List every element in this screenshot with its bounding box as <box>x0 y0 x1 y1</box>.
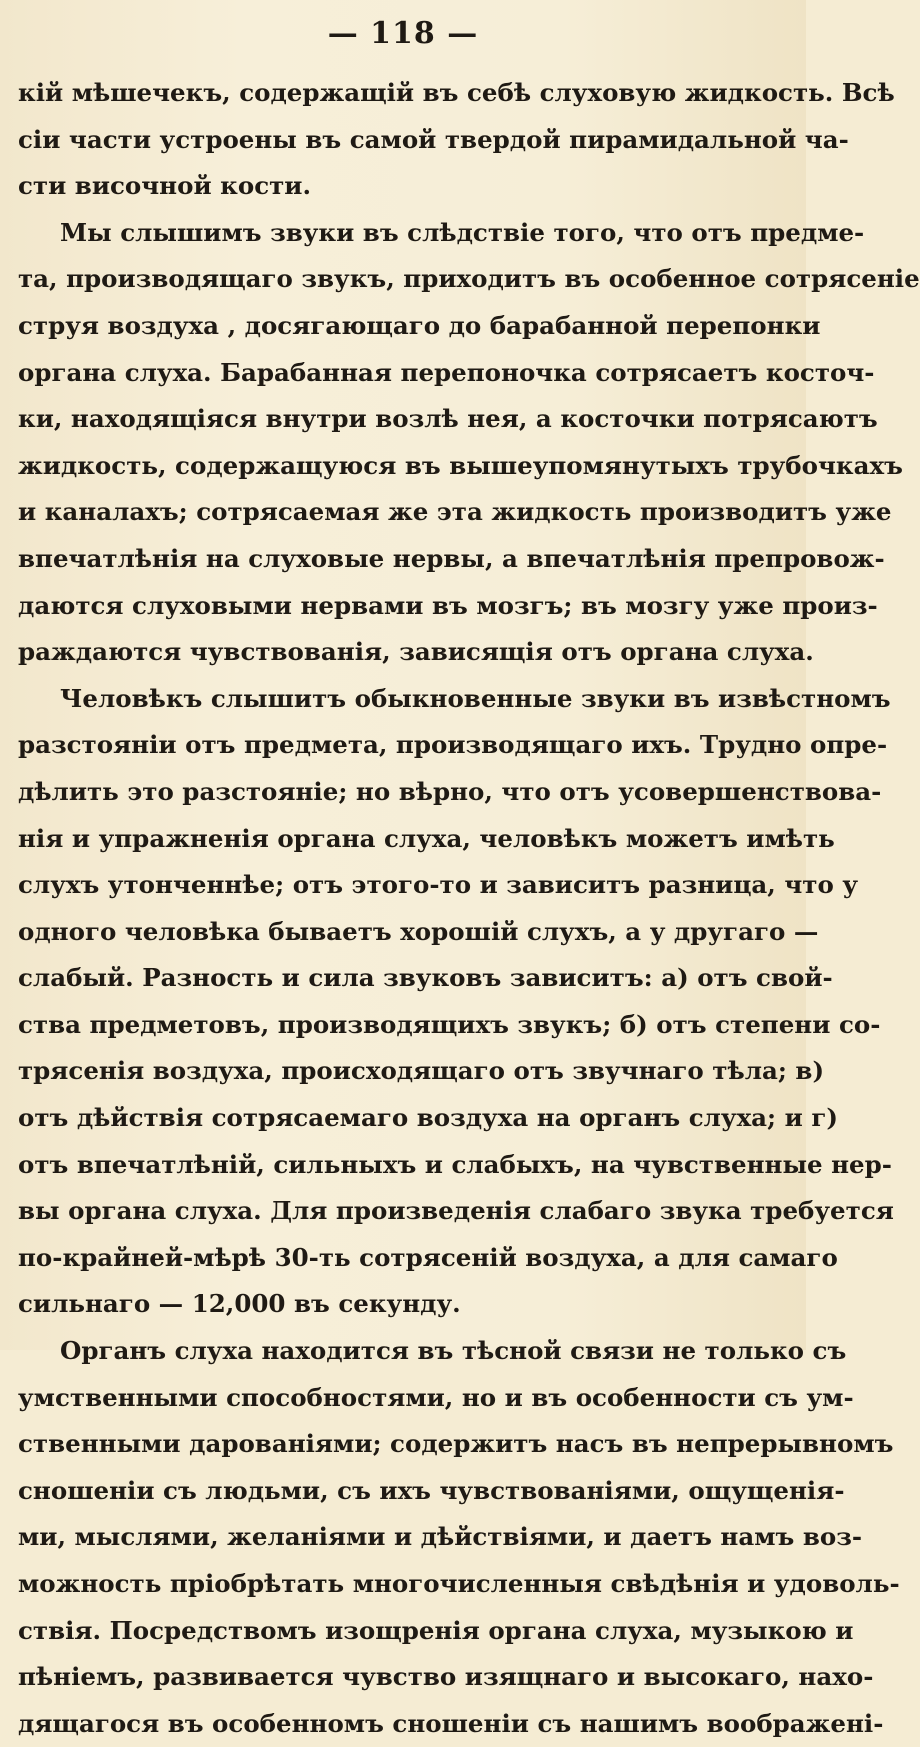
text-line: ми, мыслями, желаніями и дѣйствіями, и даетъ намъ воз- <box>18 1522 863 1552</box>
text-line: одного человѣка бываетъ хорошій слухъ, а у другаго — <box>18 916 819 946</box>
text-line: вы органа слуха. Для произведенія слабаго звука требуется <box>18 1196 894 1226</box>
text-line: слухъ утонченнѣе; отъ этого-то и зависитъ разница, что у <box>18 870 859 900</box>
text-line: сіи части устроены въ самой твердой пирамидальной ча- <box>18 124 849 154</box>
text-line: ки, находящіяся внутри возлѣ нея, а косточки потрясаютъ <box>18 404 878 434</box>
text-line: даются слуховыми нервами въ мозгъ; въ мозгу уже произ- <box>18 590 878 620</box>
text-line: умственными способностями, но и въ особенности съ ум- <box>18 1382 854 1412</box>
text-line: можность пріобрѣтать многочисленныя свѣдѣнія и удоволь- <box>18 1569 900 1598</box>
text-line: слабый. Разность и сила звуковъ зависитъ: а) отъ свой- <box>18 963 833 993</box>
text-line: струя воздуха , досягающаго до барабанной перепонки <box>18 310 821 340</box>
text-line: жидкость, содержащуюся въ вышеупомянутыхъ трубочкахъ <box>18 450 903 480</box>
text-line: впечатлѣнія на слуховые нервы, а впечатлѣнія препровож- <box>18 543 885 573</box>
text-line: дѣлить это разстояніе; но вѣрно, что отъ усовершенствова- <box>18 776 882 806</box>
paragraph-start-line: Человѣкъ слышитъ обыкновенные звуки въ извѣстномъ <box>60 683 891 713</box>
text-line: ственными дарованіями; содержитъ насъ въ непрерывномъ <box>18 1429 894 1459</box>
text-line: и каналахъ; сотрясаемая же эта жидкость производитъ уже <box>18 497 892 527</box>
paragraph-start-line: Органъ слуха находится въ тѣсной связи не только съ <box>60 1336 847 1366</box>
paragraph-start-line: Мы слышимъ звуки въ слѣдствіе того, что отъ предме- <box>60 217 865 247</box>
text-line: трясенія воздуха, происходящаго отъ звучнаго тѣла; в) <box>18 1056 825 1086</box>
text-line: сношеніи съ людьми, съ ихъ чувствованіями, ощущенія- <box>18 1475 845 1505</box>
text-line: дящагося въ особенномъ сношеніи съ нашимъ воображені- <box>18 1708 884 1738</box>
text-line: сти височной кости. <box>18 171 311 201</box>
text-line: нія и упражненія органа слуха, человѣкъ можетъ имѣть <box>18 823 835 853</box>
text-line: отъ впечатлѣній, сильныхъ и слабыхъ, на чувственные нер- <box>18 1149 892 1179</box>
text-line: пѣніемъ, развивается чувство изящнаго и высокаго, нахо- <box>18 1662 874 1692</box>
page-number: — 118 — <box>327 16 479 51</box>
text-line: разстояніи отъ предмета, производящаго ихъ. Трудно опре- <box>18 730 888 760</box>
text-line: по-крайней-мѣрѣ 30-ть сотрясеній воздуха, а для самаго <box>18 1242 838 1272</box>
text-line: ства предметовъ, производящихъ звукъ; б) отъ степени со- <box>18 1009 881 1039</box>
text-line: сильнаго — 12,000 въ секунду. <box>18 1289 461 1319</box>
text-line: раждаются чувствованія, зависящія отъ органа слуха. <box>18 637 814 667</box>
text-line: ствія. Посредствомъ изощренія органа слуха, музыкою и <box>18 1615 854 1645</box>
body-text <box>18 70 920 1747</box>
text-line: отъ дѣйствія сотрясаемаго воздуха на органъ слуха; и г) <box>18 1103 838 1133</box>
text-line: та, производящаго звукъ, приходитъ въ особенное сотрясеніе <box>18 264 920 294</box>
text-line: органа слуха. Барабанная перепоночка сотрясаетъ косточ- <box>18 357 875 387</box>
text-line: кій мѣшечекъ, содержащій въ себѣ слуховую жидкость. Всѣ <box>18 78 895 107</box>
